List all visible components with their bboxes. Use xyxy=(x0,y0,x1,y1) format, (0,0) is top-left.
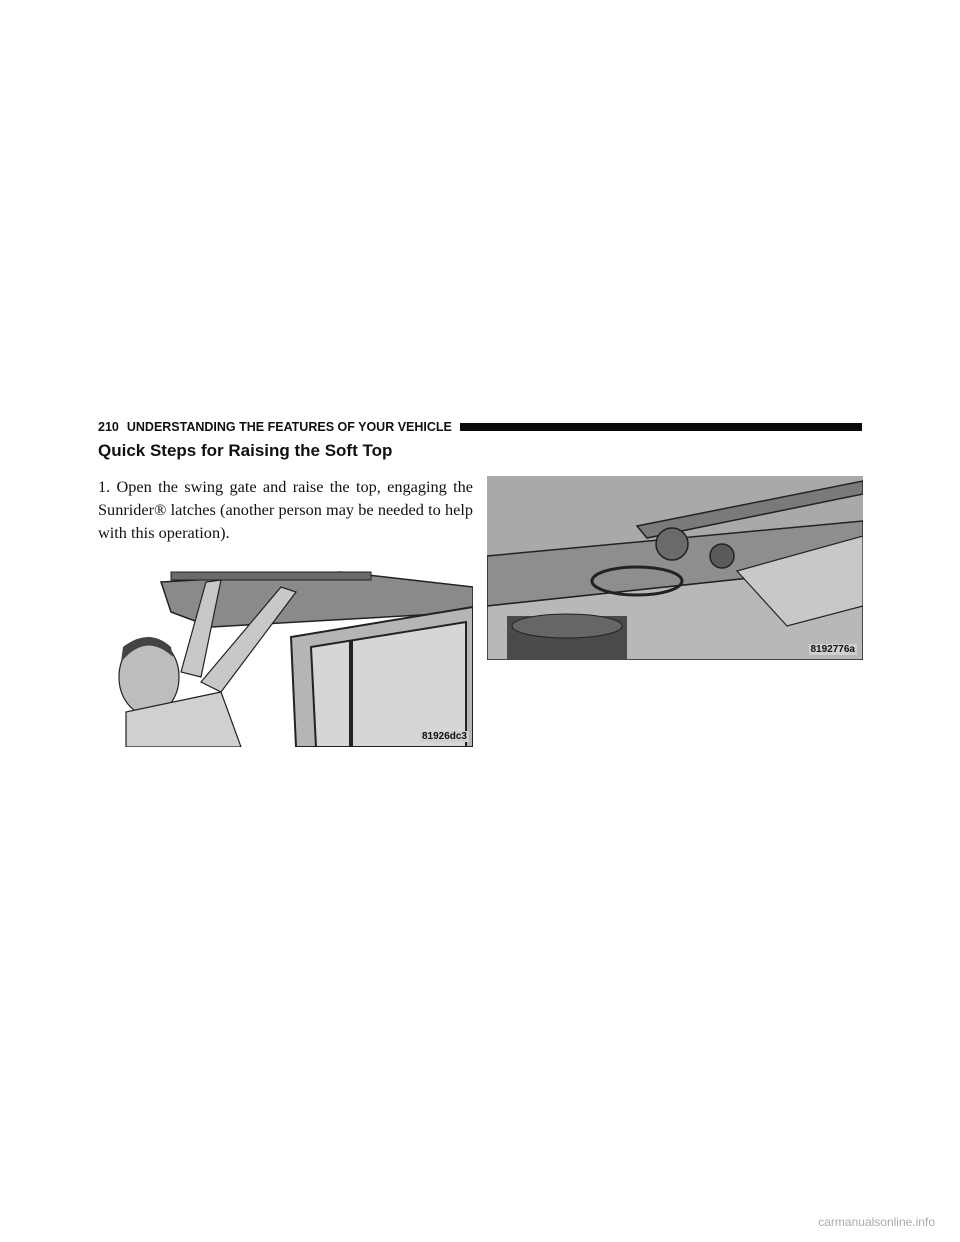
figure-raising-top xyxy=(111,552,473,747)
latch-closeup-illustration xyxy=(487,476,863,660)
page-header xyxy=(98,417,862,437)
header-rule xyxy=(460,423,862,431)
person-raising-top-illustration xyxy=(111,552,473,747)
figure-latch-closeup xyxy=(487,476,863,660)
page-number: 210 xyxy=(98,420,119,434)
figure-code: 81926dc3 xyxy=(421,731,467,742)
section-heading: Quick Steps for Raising the Soft Top xyxy=(98,441,393,460)
step-1-text: 1. Open the swing gate and raise the top, engaging the Sunrider® latches (another person may be needed to help with this operation). xyxy=(98,477,473,542)
section-title: UNDERSTANDING THE FEATURES OF YOUR VEHICLE xyxy=(126,420,452,434)
figure-code: 8192776a xyxy=(810,644,855,655)
watermark: carmanualsonline.info xyxy=(818,1215,935,1229)
